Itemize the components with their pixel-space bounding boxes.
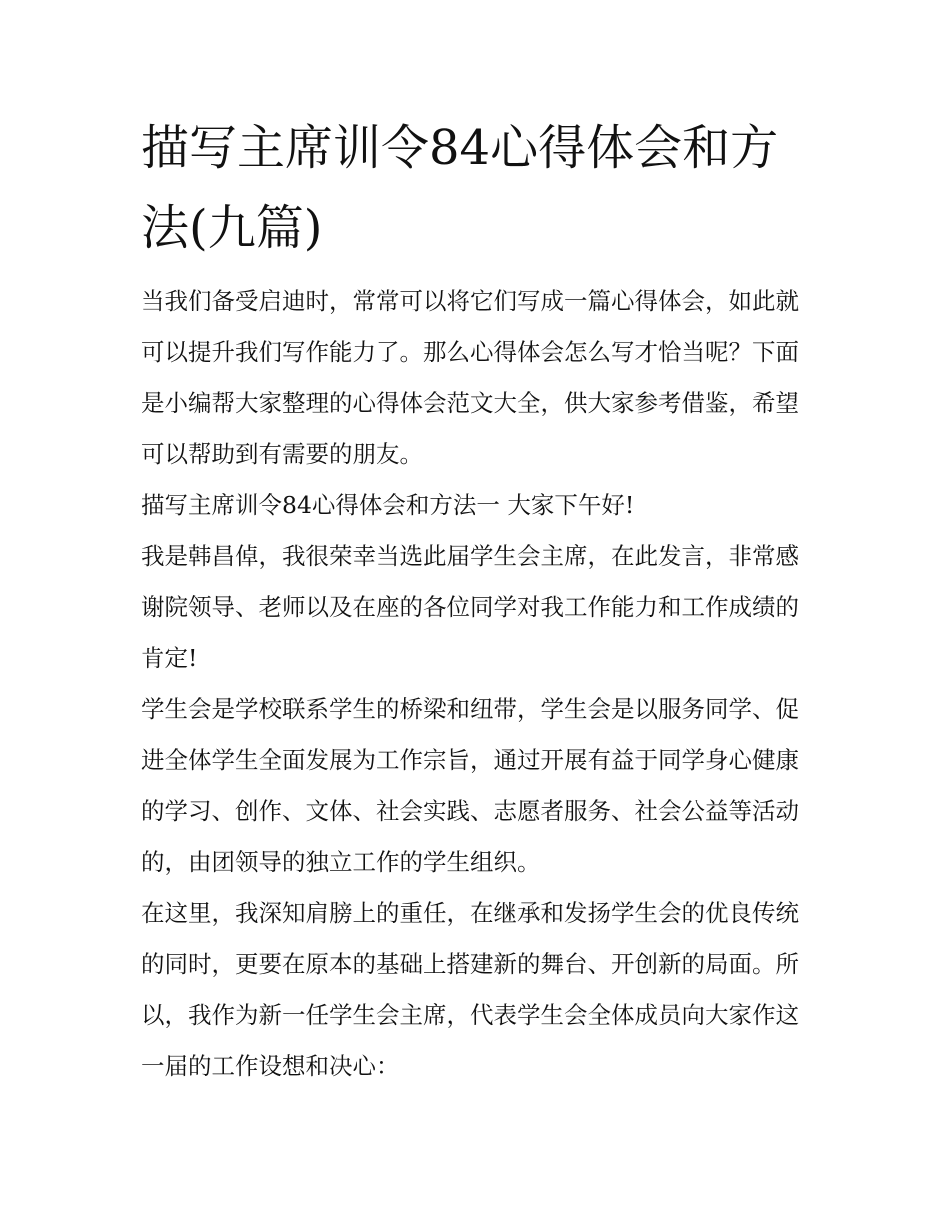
document-title: 描写主席训令84心得体会和方法(九篇) [141, 120, 779, 256]
paragraph-responsibility: 在这里，我深知肩膀上的重任，在继承和发扬学生会的优良传统的同时，更要在原本的基础上搭建新的舞台、开创新的局面。所以，我作为新一任学生会主席，代表学生会全体成员向大家作这一届的工作设想和决心： [141, 899, 799, 1080]
paragraph-self-intro: 我是韩昌倬，我很荣幸当选此届学生会主席，在此发言，非常感谢院领导、老师以及在座的各位同学对我工作能力和工作成绩的肯定! [141, 542, 799, 672]
paragraph-intro: 当我们备受启迪时，常常可以将它们写成一篇心得体会，如此就可以提升我们写作能力了。那么心得体会怎么写才恰当呢？下面是小编帮大家整理的心得体会范文大全，供大家参考借鉴，希望可以帮助到有需要的朋友。 [141, 287, 799, 468]
document-body [141, 276, 821, 1092]
paragraph-greeting: 描写主席训令84心得体会和方法一 大家下午好! [141, 491, 635, 519]
paragraph-student-union: 学生会是学校联系学生的桥梁和纽带，学生会是以服务同学、促进全体学生全面发展为工作宗旨，通过开展有益于同学身心健康的学习、创作、文体、社会实践、志愿者服务、社会公益等活动的，由团领导的独立工作的学生组织。 [141, 695, 799, 876]
